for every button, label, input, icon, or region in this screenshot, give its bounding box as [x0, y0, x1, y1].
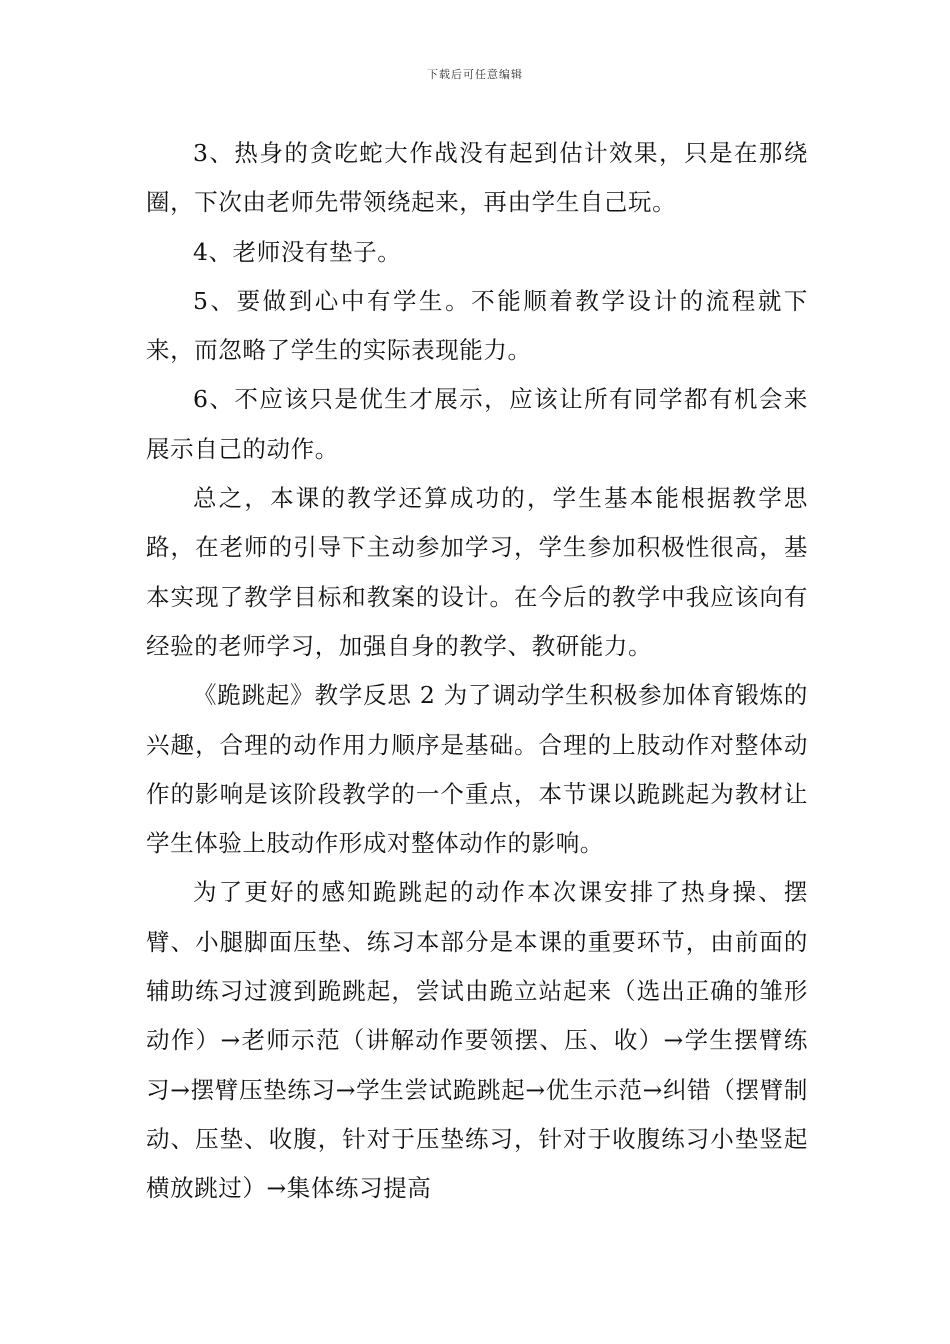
paragraph-reflection-2: 《跪跳起》教学反思 2 为了调动学生积极参加体育锻炼的兴趣，合理的动作用力顺序是基础。合理的上肢动作对整体动作的影响是该阶段教学的一个重点，本节课以跪跳起为教材让学生体验上肢动作形成对整体动作的影响。	[146, 681, 808, 858]
paragraph-summary: 总之，本课的教学还算成功的，学生基本能根据教学思路，在老师的引导下主动参加学习，学生参加积极性很高，基本实现了教学目标和教案的设计。在今后的教学中我应该向有经验的老师学习，加强自身的教学、教研能力。	[146, 484, 808, 660]
paragraph-item-4: 4、老师没有垫子。	[193, 237, 402, 266]
document-body	[146, 129, 808, 1214]
paragraph-item-5: 5、要做到心中有学生。不能顺着教学设计的流程就下来，而忽略了学生的实际表现能力。	[146, 286, 808, 365]
paragraph-item-3: 3、热身的贪吃蛇大作战没有起到估计效果，只是在那绕圈，下次由老师先带领绕起来，再由学生自己玩。	[146, 139, 808, 217]
page-header: 下载后可任意编辑	[427, 68, 523, 81]
paragraph-lesson-arrangement: 为了更好的感知跪跳起的动作本次课安排了热身操、摆臂、小腿脚面压垫、练习本部分是本课的重要环节，由前面的辅助练习过渡到跪跳起，尝试由跪立站起来（选出正确的雏形动作）→老师示范（讲解动作要领摆、压、收）→学生摆臂练习→摆臂压垫练习→学生尝试跪跳起→优生示范→纠错（摆臂制动、压垫、收腹，针对于压垫练习，针对于收腹练习小垫竖起横放跳过）→集体练习提高	[146, 878, 808, 1203]
paragraph-item-6: 6、不应该只是优生才展示，应该让所有同学都有机会来展示自己的动作。	[146, 385, 808, 463]
